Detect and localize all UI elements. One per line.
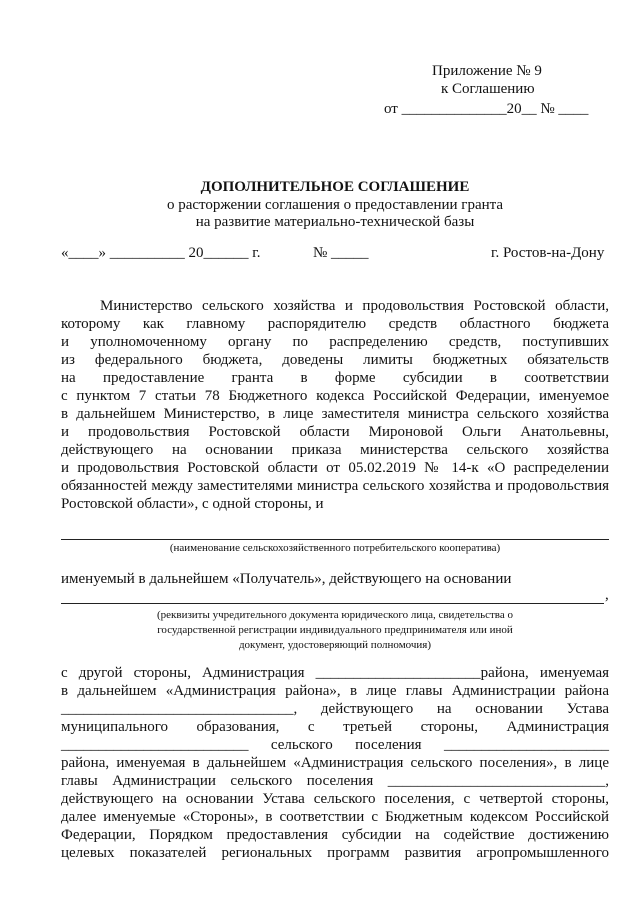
paragraph-line: муниципального образования, с третьей стороны, Администрация	[61, 719, 609, 735]
paragraph-line: _________________________ сельского поселения ______________________	[61, 737, 609, 753]
paragraph-line: действующего на основании приказа министерства сельского хозяйства	[61, 442, 609, 458]
paragraph-line: далее именуемые «Стороны», в соответствии с Бюджетным кодексом Российской	[61, 809, 609, 825]
paragraph-line: действующего на основании Устава сельского поселения, с четвертой стороны,	[61, 791, 609, 807]
date-field: «____» __________ 20______ г.	[61, 245, 261, 261]
paragraph-line: с другой стороны, Администрация ______________________района, именуемая	[61, 665, 609, 681]
document-title: ДОПОЛНИТЕЛЬНОЕ СОГЛАШЕНИЕ	[200, 179, 470, 195]
requisites-caption-2: государственной регистрации индивидуального предпринимателя или иной	[157, 624, 513, 636]
requisites-blank	[61, 603, 604, 604]
paragraph-line: Федерации, Порядком предоставления субсидии на содействие достижению	[61, 827, 609, 843]
coop-name-caption: (наименование сельскохозяйственного потребительского кооператива)	[169, 542, 501, 554]
appendix-to-agreement: к Соглашению	[441, 81, 535, 97]
appendix-number: Приложение № 9	[432, 63, 542, 79]
coop-name-blank	[61, 539, 609, 540]
number-field: № _____	[313, 245, 369, 261]
paragraph-line: района, именуемая в дальнейшем «Администрация сельского поселения», в лице	[61, 755, 609, 771]
recipient-line: именуемый в дальнейшем «Получатель», действующего на основании	[61, 571, 512, 587]
paragraph-line: с пунктом 7 статьи 78 Бюджетного кодекса Российской Федерации, именуемое	[61, 388, 609, 404]
paragraph-line: в дальнейшем «Администрация района», в лице главы Администрации района	[61, 683, 609, 699]
paragraph-line: главы Администрации сельского поселения _____________________________,	[61, 773, 609, 789]
paragraph-line: и продовольствия Ростовской области Мироновой Ольги Анатольевны,	[61, 424, 609, 440]
appendix-from-line: от ______________20__ № ____	[384, 101, 589, 117]
paragraph-line: в дальнейшем Министерство, в лице заместителя министра сельского хозяйства	[61, 406, 609, 422]
requisites-caption-1: (реквизиты учредительного документа юридического лица, свидетельства о	[156, 609, 513, 621]
paragraph-line: _______________________________, действующего на основании Устава	[61, 701, 609, 717]
paragraph-line: Ростовской области», с одной стороны, и	[61, 496, 324, 512]
paragraph-line: и уполномоченному органу по распределению средств, поступивших	[61, 334, 609, 350]
city-name: г. Ростов-на-Дону	[491, 245, 605, 261]
paragraph-line: из федерального бюджета, доведены лимиты бюджетных обязательств	[61, 352, 609, 368]
paragraph-line: и продовольствия Ростовской области от 05.02.2019 № 14-к «О распределении	[61, 460, 609, 476]
requisites-caption-3: документ, удостоверяющий полномочия)	[238, 639, 432, 651]
paragraph-line: обязанностей между заместителями министра сельского хозяйства и продовольствия	[61, 478, 609, 494]
paragraph-line: целевых показателей региональных программ развития агропромышленного	[61, 845, 609, 861]
paragraph-line: Министерство сельского хозяйства и продовольствия Ростовской области,	[100, 298, 609, 314]
recipient-comma: ,	[605, 587, 609, 603]
document-subtitle-1: о расторжении соглашения о предоставлении гранта	[166, 197, 504, 213]
paragraph-line: на предоставление гранта в форме субсидии в соответствии	[61, 370, 609, 386]
paragraph-line: которому как главному распорядителю средств областного бюджета	[61, 316, 609, 332]
document-subtitle-2: на развитие материально-технической базы	[195, 214, 475, 230]
